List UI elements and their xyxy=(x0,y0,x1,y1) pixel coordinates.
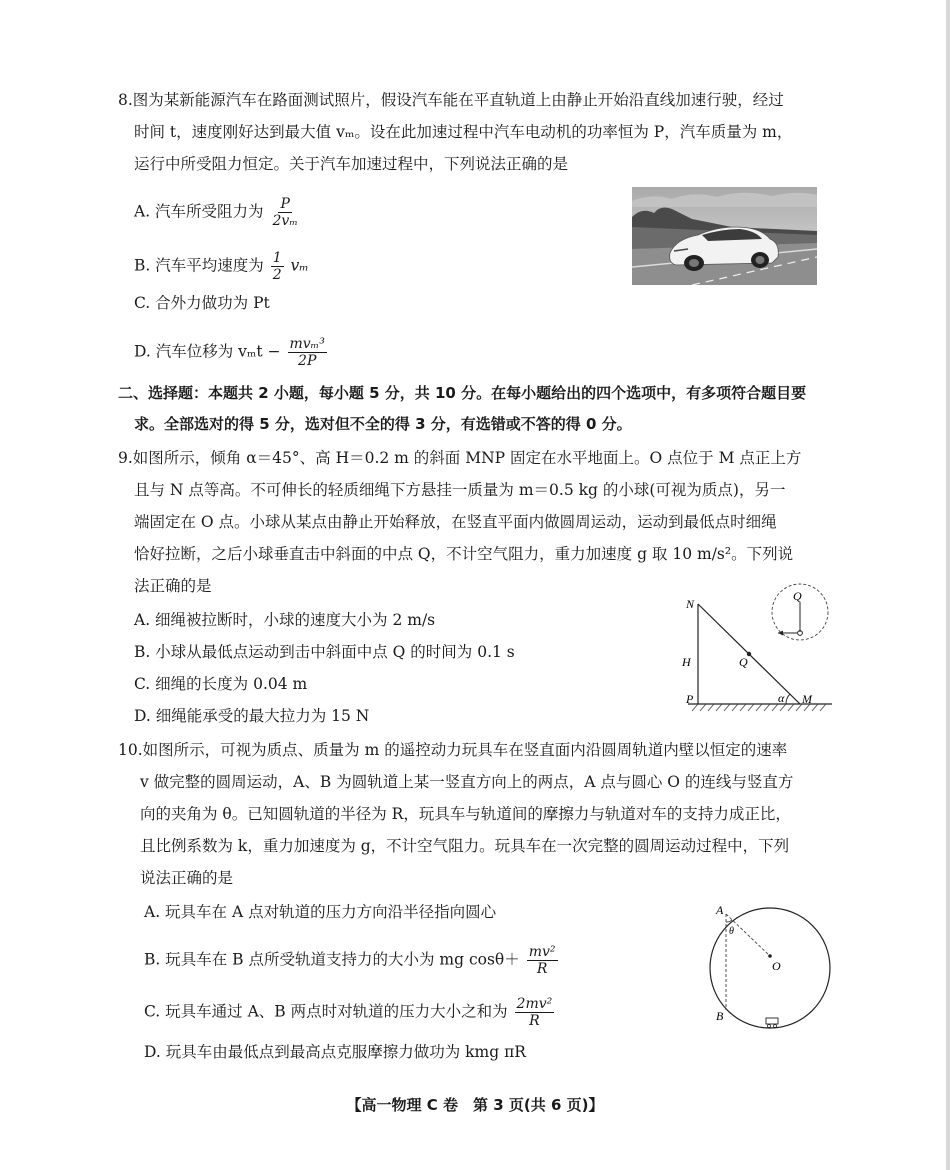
q8-option-d xyxy=(134,336,329,369)
q9-stem-line5: 法正确的是 xyxy=(134,577,212,595)
q10-stem-line5: 说法正确的是 xyxy=(140,869,234,887)
q9-stem-line2: 且与 N 点等高。不可伸长的轻质细绳下方悬挂一质量为 m＝0.5 kg 的小球(可视为质点)，另一 xyxy=(134,481,786,499)
q10-option-b-fraction xyxy=(527,944,558,977)
q8-option-d-text: D. 汽车位移为 vₘt − xyxy=(134,342,281,361)
fig-label-circle-o: Q xyxy=(793,589,802,603)
q9-option-b: B. 小球从最低点运动到击中斜面中点 Q 的时间为 0.1 s xyxy=(134,643,515,661)
q9-stem-line4: 恰好拉断，之后小球垂直击中斜面的中点 Q，不计空气阻力，重力加速度 g 取 10 m/s²。下列说 xyxy=(134,545,794,563)
q9-stem-line3: 端固定在 O 点。小球从某点由静止开始释放，在竖直平面内做圆周运动，运动到最低点时细绳 xyxy=(134,513,777,531)
fig-label-n: N xyxy=(686,597,695,611)
q8-option-d-fraction xyxy=(288,336,327,369)
q8-stem-line1: 8.图为某新能源汽车在路面测试照片，假设汽车能在平直轨道上由静止开始沿直线加速行驶，经过 xyxy=(118,91,784,109)
fig-label-b: B xyxy=(716,1009,724,1023)
frac-numerator: 1 xyxy=(272,250,282,266)
q10-option-b xyxy=(144,944,560,977)
q10-stem-line1: 10.如图所示，可视为质点、质量为 m 的遥控动力玩具车在竖直面内沿圆周轨道内壁以恒定的速率 xyxy=(118,741,788,759)
fig-label-theta: θ xyxy=(729,926,734,937)
q10-option-c-text: C. 玩具车通过 A、B 两点时对轨道的压力大小之和为 xyxy=(144,1002,508,1021)
fig-label-alpha: α xyxy=(778,691,785,705)
frac-numerator: mv² xyxy=(528,944,556,960)
q8-stem-line3: 运行中所受阻力恒定。关于汽车加速过程中，下列说法正确的是 xyxy=(134,155,569,173)
q9-stem-line1: 9.如图所示，倾角 α＝45°、高 H＝0.2 m 的斜面 MNP 固定在水平地面上。O 点位于 M 点正上方 xyxy=(118,449,802,467)
car-test-photo xyxy=(632,187,817,285)
q8-option-a-text: A. 汽车所受阻力为 xyxy=(134,202,264,221)
frac-numerator: mvₘ³ xyxy=(289,336,325,352)
fig-label-a: A xyxy=(716,903,724,917)
q10-option-d: D. 玩具车由最低点到最高点克服摩擦力做功为 kmg πR xyxy=(144,1043,526,1061)
q10-option-c xyxy=(144,996,556,1029)
q8-option-b-fraction xyxy=(271,250,284,283)
q10-option-c-fraction xyxy=(515,996,555,1029)
page-edge-shadow xyxy=(946,0,950,1170)
q10-stem-line3: 向的夹角为 θ。已知圆轨道的半径为 R，玩具车与轨道间的摩擦力与轨道对车的支持力成正比， xyxy=(140,805,791,823)
q9-option-d: D. 细绳能承受的最大拉力为 15 N xyxy=(134,707,370,725)
q9-incline-figure xyxy=(676,580,836,716)
page-footer: 【高一物理 C 卷 第 3 页(共 6 页)】 xyxy=(346,1096,604,1114)
frac-denominator: R xyxy=(536,961,548,977)
fig-label-p: P xyxy=(686,692,694,706)
q8-option-c: C. 合外力做功为 Pt xyxy=(134,294,270,312)
frac-denominator: 2vₘ xyxy=(272,213,298,229)
q8-option-b xyxy=(134,250,309,283)
q10-track-figure xyxy=(702,900,838,1036)
frac-denominator: 2P xyxy=(298,353,317,369)
frac-numerator: P xyxy=(280,196,290,212)
frac-denominator: 2 xyxy=(272,267,282,283)
q8-option-a xyxy=(134,196,302,229)
q9-option-c: C. 细绳的长度为 0.04 m xyxy=(134,675,308,693)
q8-stem-line2: 时间 t，速度刚好达到最大值 vₘ。设在此加速过程中汽车电动机的功率恒为 P，汽车质量为 m， xyxy=(134,123,793,141)
fig-label-h: H xyxy=(682,655,691,669)
q9-option-a: A. 细绳被拉断时，小球的速度大小为 2 m/s xyxy=(134,611,436,629)
q10-option-a: A. 玩具车在 A 点对轨道的压力方向沿半径指向圆心 xyxy=(144,903,497,921)
section2-title-line1: 二、选择题：本题共 2 小题，每小题 5 分，共 10 分。在每小题给出的四个选项中，有多项符合题目要 xyxy=(118,384,807,402)
q10-stem-line4: 且比例系数为 k，重力加速度为 g，不计空气阻力。玩具车在一次完整的圆周运动过程中，下列 xyxy=(140,837,790,855)
q8-option-b-text: B. 汽车平均速度为 xyxy=(134,256,264,275)
fig-label-q: Q xyxy=(739,655,748,669)
fig-label-m: M xyxy=(802,692,812,706)
fig-label-o: O xyxy=(772,959,781,973)
q8-option-b-tail: vₘ xyxy=(290,256,309,275)
frac-denominator: R xyxy=(529,1013,540,1029)
section2-title-line2: 求。全部选对的得 5 分，选对但不全的得 3 分，有选错或不答的得 0 分。 xyxy=(134,415,632,433)
q10-option-b-text: B. 玩具车在 B 点所受轨道支持力的大小为 mg cosθ＋ xyxy=(144,950,520,969)
q8-option-a-fraction xyxy=(271,196,300,229)
q10-stem-line2: v 做完整的圆周运动，A、B 为圆轨道上某一竖直方向上的两点，A 点与圆心 O 的连线与竖直方 xyxy=(140,773,794,791)
frac-numerator: 2mv² xyxy=(516,996,553,1012)
